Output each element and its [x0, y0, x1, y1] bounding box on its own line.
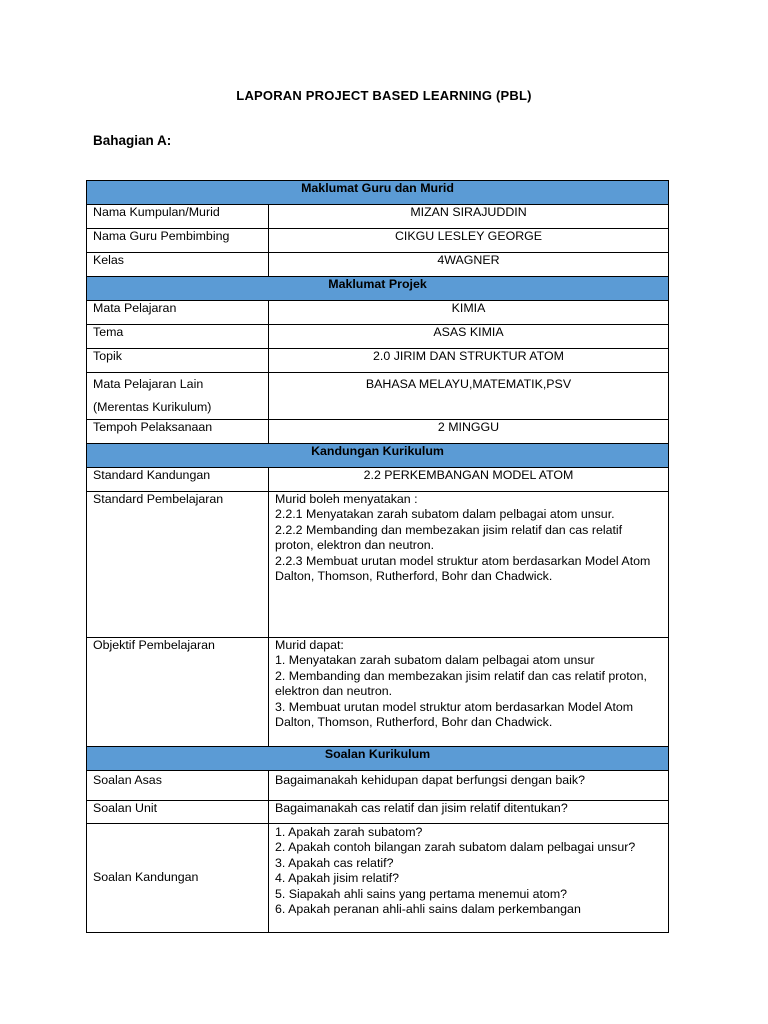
soalan-kandungan-line: 5. Siapakah ahli sains yang pertama menemui atom?: [275, 886, 568, 901]
table-row: [87, 771, 669, 801]
table-row: [87, 468, 669, 492]
row-label-theme: Tema: [87, 325, 269, 349]
row-value-other-subjects: BAHASA MELAYU,MATEMATIK,PSV: [269, 373, 669, 420]
soalan-kandungan-line: 3. Apakah cas relatif?: [275, 855, 394, 870]
table-row: [87, 492, 669, 638]
table-row: [87, 205, 669, 229]
standard-pembelajaran-line: 2.2.3 Membuat urutan model struktur atom berdasarkan Model Atom Dalton, Thomson, Rutherford, Bohr dan Chadwick.: [275, 553, 651, 584]
objektif-line: Murid dapat:: [275, 638, 344, 652]
table-row: [87, 373, 669, 420]
soalan-kandungan-line: 6. Apakah peranan ahli-ahli sains dalam perkembangan: [275, 902, 581, 917]
header-curriculum: Kandungan Kurikulum: [87, 444, 669, 468]
row-label-other-subjects: [87, 373, 269, 420]
header-row-curriculum: [87, 444, 669, 468]
objektif-line: 2. Membanding dan membezakan jisim relatif dan cas relatif proton, elektron dan neutron.: [275, 668, 647, 699]
header-row-questions: [87, 747, 669, 771]
row-value-duration: 2 MINGGU: [269, 420, 669, 444]
row-value-standard-pembelajaran: [269, 492, 669, 638]
header-questions: Soalan Kurikulum: [87, 747, 669, 771]
objektif-line: 3. Membuat urutan model struktur atom berdasarkan Model Atom Dalton, Thomson, Rutherford, Bohr dan Chadwick.: [275, 699, 634, 730]
row-value-topic: 2.0 JIRIM DAN STRUKTUR ATOM: [269, 349, 669, 373]
row-value-soalan-kandungan: [269, 824, 669, 933]
table-row: [87, 824, 669, 933]
table-row: [87, 801, 669, 824]
row-label-subject: Mata Pelajaran: [87, 301, 269, 325]
row-label-soalan-unit: Soalan Unit: [87, 801, 269, 824]
table-row: [87, 325, 669, 349]
row-value-standard-kandungan: 2.2 PERKEMBANGAN MODEL ATOM: [269, 468, 669, 492]
header-info: Maklumat Guru dan Murid: [87, 181, 669, 205]
row-value-group: MIZAN SIRAJUDDIN: [269, 205, 669, 229]
header-project: Maklumat Projek: [87, 277, 669, 301]
table-row: [87, 229, 669, 253]
soalan-kandungan-line: 1. Apakah zarah subatom?: [275, 825, 423, 839]
row-label-soalan-kandungan: Soalan Kandungan: [87, 824, 269, 933]
objektif-line: 1. Menyatakan zarah subatom dalam pelbagai atom unsur: [275, 653, 595, 668]
row-label-soalan-asas: Soalan Asas: [87, 771, 269, 801]
row-value-teacher: CIKGU LESLEY GEORGE: [269, 229, 669, 253]
row-label-group: Nama Kumpulan/Murid: [87, 205, 269, 229]
row-value-theme: ASAS KIMIA: [269, 325, 669, 349]
document-title: LAPORAN PROJECT BASED LEARNING (PBL): [236, 88, 532, 103]
header-row-info: [87, 181, 669, 205]
row-value-class: 4WAGNER: [269, 253, 669, 277]
pbl-report-table: [86, 180, 669, 933]
table-row: [87, 301, 669, 325]
row-value-soalan-unit: Bagaimanakah cas relatif dan jisim relatif ditentukan?: [269, 801, 669, 824]
table-row: [87, 638, 669, 747]
row-label-teacher: Nama Guru Pembimbing: [87, 229, 269, 253]
other-subjects-label-line1: Mata Pelajaran Lain: [93, 377, 204, 391]
row-label-standard-pembelajaran: Standard Pembelajaran: [87, 492, 269, 638]
table-row: [87, 253, 669, 277]
other-subjects-label-line2: (Merentas Kurikulum): [93, 400, 212, 414]
row-label-duration: Tempoh Pelaksanaan: [87, 420, 269, 444]
row-label-class: Kelas: [87, 253, 269, 277]
standard-pembelajaran-line: Murid boleh menyatakan :: [275, 492, 418, 506]
row-label-standard-kandungan: Standard Kandungan: [87, 468, 269, 492]
section-label: Bahagian A:: [93, 133, 172, 148]
row-label-objektif: Objektif Pembelajaran: [87, 638, 269, 747]
soalan-kandungan-line: 4. Apakah jisim relatif?: [275, 871, 399, 886]
header-row-project: [87, 277, 669, 301]
standard-pembelajaran-line: 2.2.1 Menyatakan zarah subatom dalam pelbagai atom unsur.: [275, 507, 615, 522]
standard-pembelajaran-line: 2.2.2 Membanding dan membezakan jisim relatif dan cas relatif proton, elektron dan neutron.: [275, 522, 623, 553]
table-row: [87, 420, 669, 444]
row-value-soalan-asas: Bagaimanakah kehidupan dapat berfungsi dengan baik?: [269, 771, 669, 801]
row-label-topic: Topik: [87, 349, 269, 373]
table-row: [87, 349, 669, 373]
row-value-objektif: [269, 638, 669, 747]
row-value-subject: KIMIA: [269, 301, 669, 325]
soalan-kandungan-line: 2. Apakah contoh bilangan zarah subatom dalam pelbagai unsur?: [275, 840, 636, 855]
